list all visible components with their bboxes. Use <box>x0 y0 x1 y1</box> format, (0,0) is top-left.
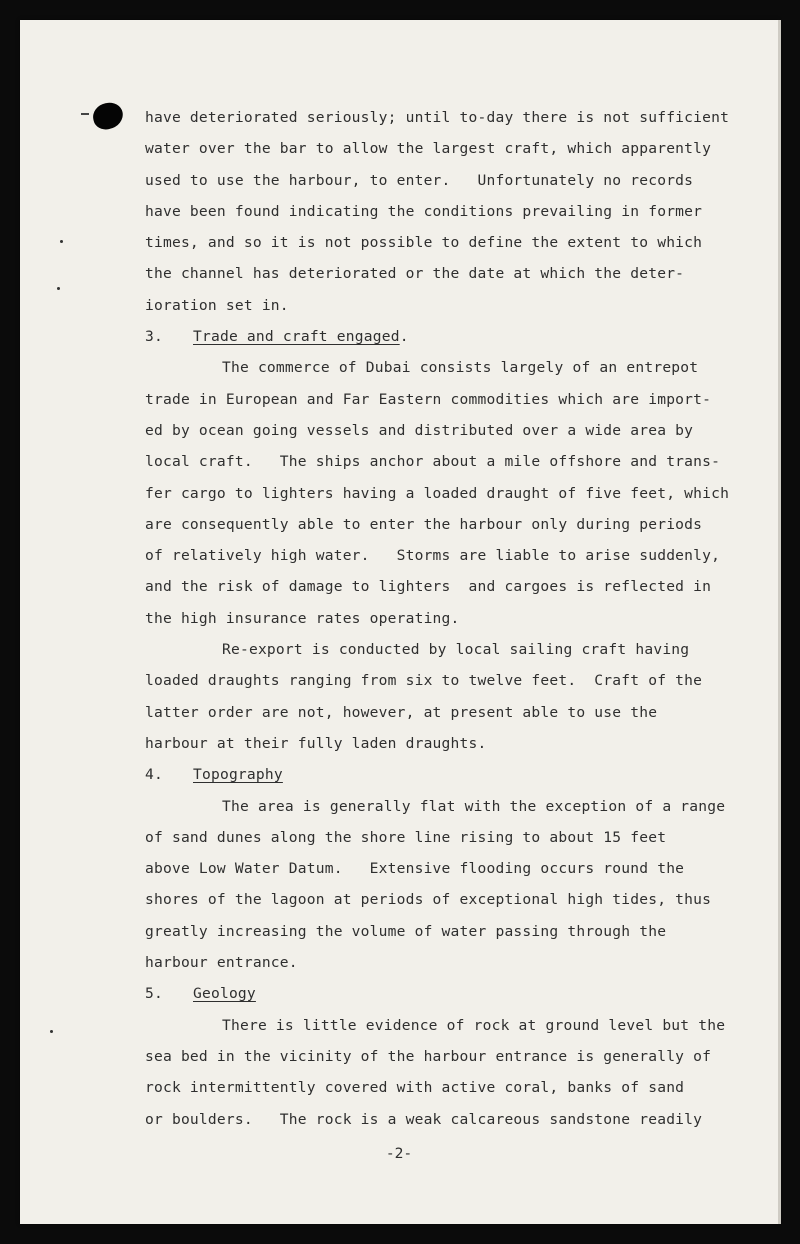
text-line: sea bed in the vicinity of the harbour entrance is generally of <box>145 1047 712 1065</box>
ink-tick-mark <box>81 113 89 115</box>
section-heading-4 <box>145 763 770 794</box>
paragraph-topography <box>145 795 770 983</box>
paragraph-trade <box>145 356 770 638</box>
text-line: harbour entrance. <box>145 954 298 972</box>
text-line: local craft. The ships anchor about a mile offshore and trans- <box>145 453 721 471</box>
text-line: Re-export is conducted by local sailing craft having <box>222 641 690 659</box>
text-line: greatly increasing the volume of water passing through the <box>145 922 667 940</box>
text-line: and the risk of damage to lighters and cargoes is reflected in <box>145 578 712 596</box>
paragraph-continuation <box>145 106 770 325</box>
text-line: The area is generally flat with the exception of a range <box>222 797 726 815</box>
section-heading-3 <box>145 325 770 356</box>
paper-speck <box>57 287 60 290</box>
paragraph-reexport <box>145 638 770 763</box>
text-line: The commerce of Dubai consists largely of an entrepot <box>222 359 699 377</box>
text-line: are consequently able to enter the harbour only during periods <box>145 515 703 533</box>
text-line: ed by ocean going vessels and distributed over a wide area by <box>145 421 694 439</box>
text-line: or boulders. The rock is a weak calcareous sandstone readily <box>145 1110 703 1128</box>
text-line: of relatively high water. Storms are liable to arise suddenly, <box>145 547 721 565</box>
text-line: fer cargo to lighters having a loaded draught of five feet, which <box>145 484 730 502</box>
section-title: Geology <box>193 985 256 1003</box>
text-line: have deteriorated seriously; until to-day there is not sufficient <box>145 109 730 126</box>
text-line: trade in European and Far Eastern commodities which are import- <box>145 390 712 408</box>
section-title: Topography <box>193 766 283 784</box>
text-line: ioration set in. <box>145 296 289 314</box>
text-line: the high insurance rates operating. <box>145 609 460 627</box>
text-line: have been found indicating the conditions prevailing in former <box>145 202 703 220</box>
text-line: latter order are not, however, at present able to use the <box>145 703 658 721</box>
text-line: used to use the harbour, to enter. Unfortunately no records <box>145 171 694 189</box>
section-title: Trade and craft engaged <box>193 328 400 346</box>
page-edge <box>778 20 781 1224</box>
section-heading-5 <box>145 982 770 1013</box>
section-number: 3. <box>145 328 163 346</box>
text-line: water over the bar to allow the largest craft, which apparently <box>145 140 712 158</box>
paper-speck <box>50 1030 53 1033</box>
text-line: of sand dunes along the shore line rising to about 15 feet <box>145 828 667 846</box>
paper-speck <box>60 240 63 243</box>
text-line: times, and so it is not possible to define the extent to which <box>145 234 703 252</box>
text-line: rock intermittently covered with active coral, banks of sand <box>145 1079 685 1097</box>
text-line: harbour at their fully laden draughts. <box>145 734 487 752</box>
text-line: shores of the lagoon at periods of exceptional high tides, thus <box>145 891 712 909</box>
text-line: above Low Water Datum. Extensive flooding occurs round the <box>145 860 685 878</box>
paragraph-geology <box>145 1014 770 1139</box>
text-line: There is little evidence of rock at ground level but the <box>222 1016 726 1034</box>
section-title-punct: . <box>399 328 409 346</box>
page-number: -2- <box>385 1145 413 1162</box>
document-body <box>145 106 770 1139</box>
section-number: 5. <box>145 985 163 1003</box>
section-number: 4. <box>145 766 163 784</box>
text-line: the channel has deteriorated or the date at which the deter- <box>145 265 685 283</box>
text-line: loaded draughts ranging from six to twelve feet. Craft of the <box>145 672 703 690</box>
